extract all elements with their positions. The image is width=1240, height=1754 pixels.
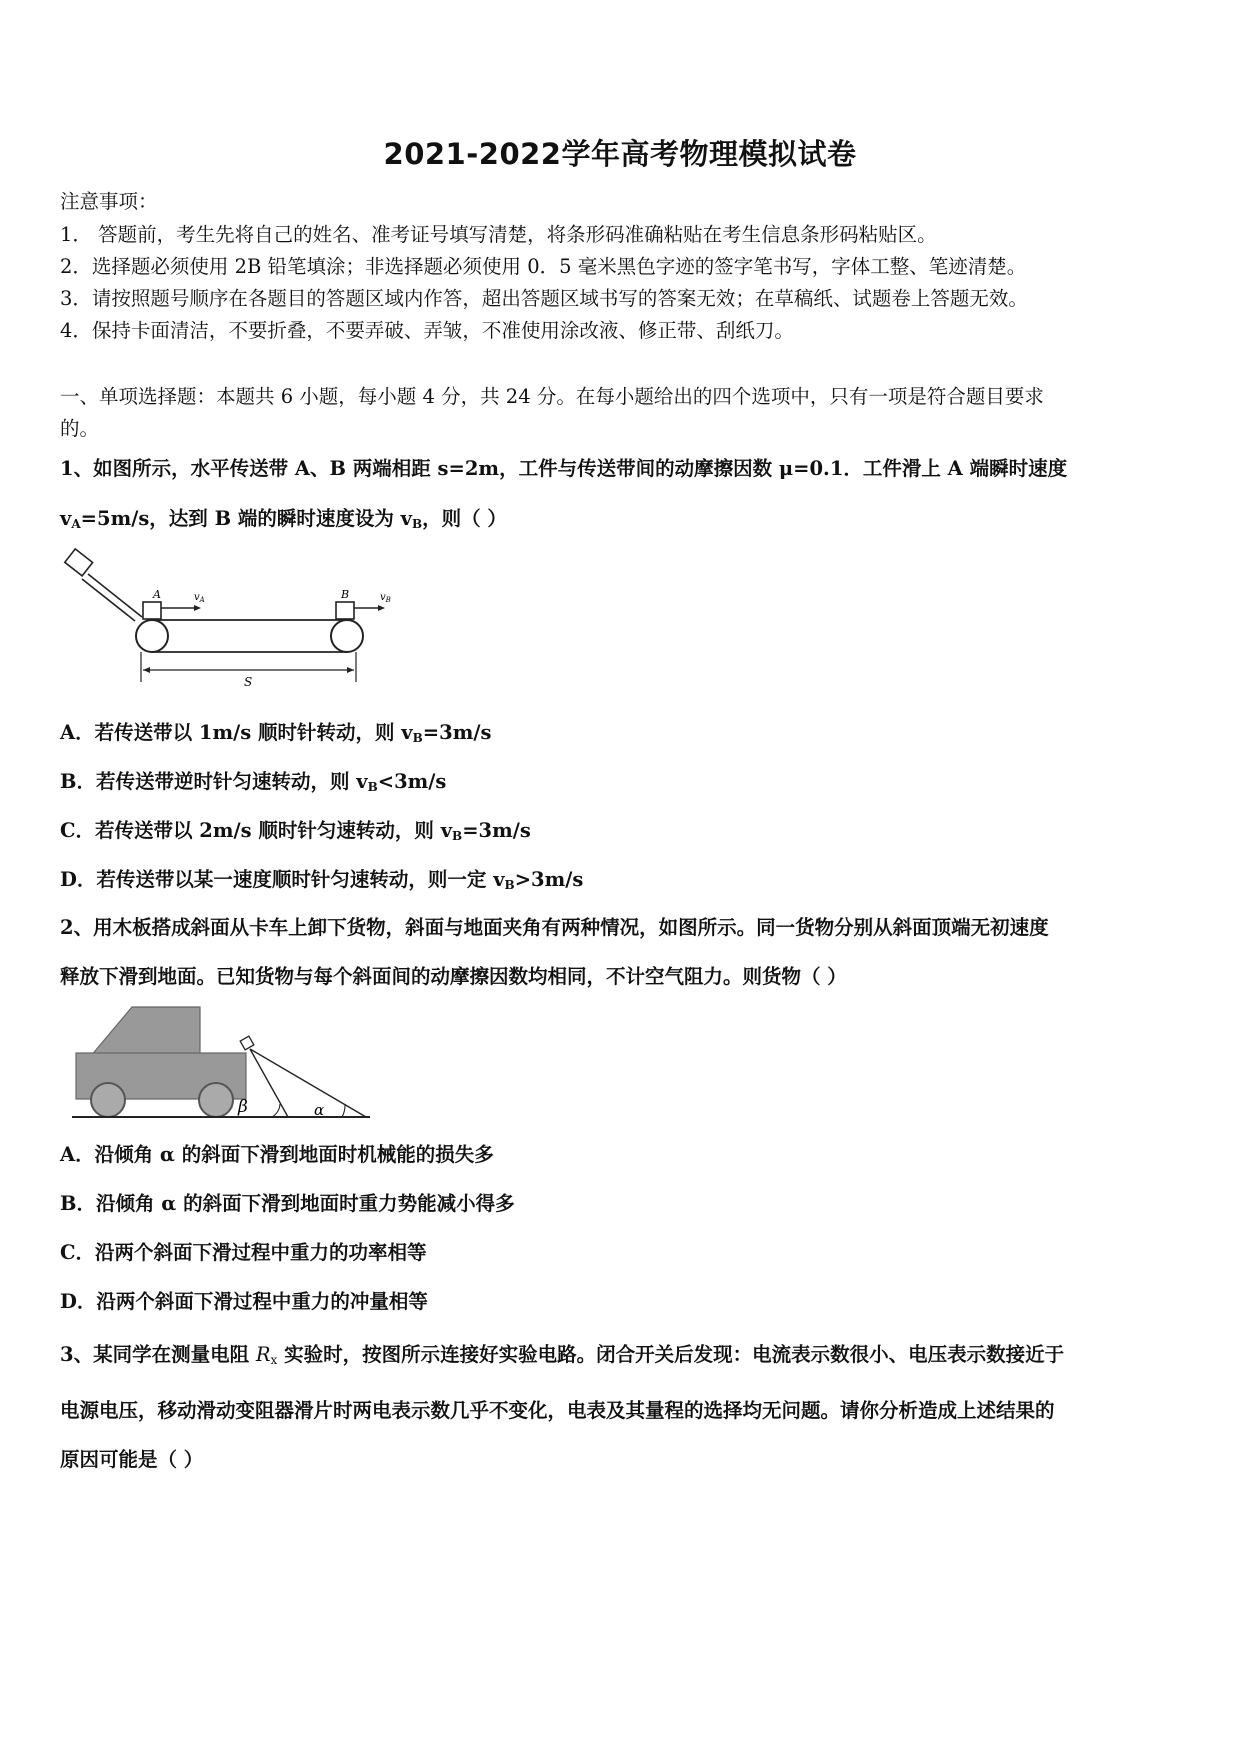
q2-option-d: D．沿两个斜面下滑过程中重力的冲量相等 [60,1290,428,1313]
label-a: A [153,588,161,601]
q3-stem-line3: 原因可能是（ ） [60,1448,204,1471]
q2-option-b: B．沿倾角 α 的斜面下滑到地面时重力势能减小得多 [60,1192,515,1215]
conveyor-belt-figure [60,548,410,688]
truck-ramp-figure [70,1005,380,1120]
section-heading: 一、单项选择题：本题共 6 小题，每小题 4 分，共 24 分。在每小题给出的四个选项中，只有一项是符合题目要求 [60,385,1044,408]
q1-stem-line1: 1、如图所示，水平传送带 A、B 两端相距 s=2m，工件与传送带间的动摩擦因数 μ=0.1．工件滑上 A 端瞬时速度 [60,457,1068,480]
q3-stem-line1: 3、某同学在测量电阻 $R_x$ 实验时，按图所示连接好实验电路。闭合开关后发现：电流表示数很小、电压表示数接近于 [60,1343,1065,1367]
q1-stem-line2: $v_A=5m/s$，达到 B 端的瞬时速度设为 $v_B$，则（ ） [60,507,507,531]
q1-option-d: D．若传送带以某一速度顺时针匀速转动，则一定 $v_B>3m/s$ [60,868,584,892]
label-b: B [341,588,350,601]
q2-stem-line1: 2、用木板搭成斜面从卡车上卸下货物，斜面与地面夹角有两种情况，如图所示。同一货物分别从斜面顶端无初速度 [60,916,1049,939]
q2-option-a: A．沿倾角 α 的斜面下滑到地面时机械能的损失多 [60,1143,494,1166]
label-vb: $v_B$ [380,592,391,604]
notice-item-2: 2．选择题必须使用 2B 铅笔填涂；非选择题必须使用 0．5 毫米黑色字迹的签字笔书写，字体工整、笔迹清楚。 [60,255,1027,278]
label-s: S [244,675,253,688]
q2-stem-line2: 释放下滑到地面。已知货物与每个斜面间的动摩擦因数均相同，不计空气阻力。则货物（ ） [60,965,847,988]
q1-option-c: C．若传送带以 2m/s 顺时针匀速转动，则 $v_B=3m/s$ [60,819,531,843]
notice-item-4: 4．保持卡面清洁，不要折叠，不要弄破、弄皱，不准使用涂改液、修正带、刮纸刀。 [60,319,794,342]
notice-heading: 注意事项： [60,190,158,213]
label-va: $v_A$ [194,592,205,604]
label-beta: β [238,1097,248,1117]
q2-option-c: C．沿两个斜面下滑过程中重力的功率相等 [60,1241,427,1264]
q1-option-b: B．若传送带逆时针匀速转动，则 $v_B<3m/s$ [60,770,447,794]
page-title: 2021-2022学年高考物理模拟试卷 [383,137,857,171]
notice-item-1: 1． 答题前，考生先将自己的姓名、准考证号填写清楚，将条形码准确粘贴在考生信息条形码粘贴区。 [60,223,937,246]
section-heading-cont: 的。 [60,417,100,440]
q1-option-a: A．若传送带以 1m/s 顺时针转动，则 $v_B=3m/s$ [60,721,492,745]
q3-stem-line2: 电源电压，移动滑动变阻器滑片时两电表示数几乎不变化，电表及其量程的选择均无问题。请你分析造成上述结果的 [60,1399,1055,1422]
notice-item-3: 3．请按照题号顺序在各题目的答题区域内作答，超出答题区域书写的答案无效；在草稿纸、试题卷上答题无效。 [60,287,1028,310]
label-alpha: α [314,1101,325,1119]
